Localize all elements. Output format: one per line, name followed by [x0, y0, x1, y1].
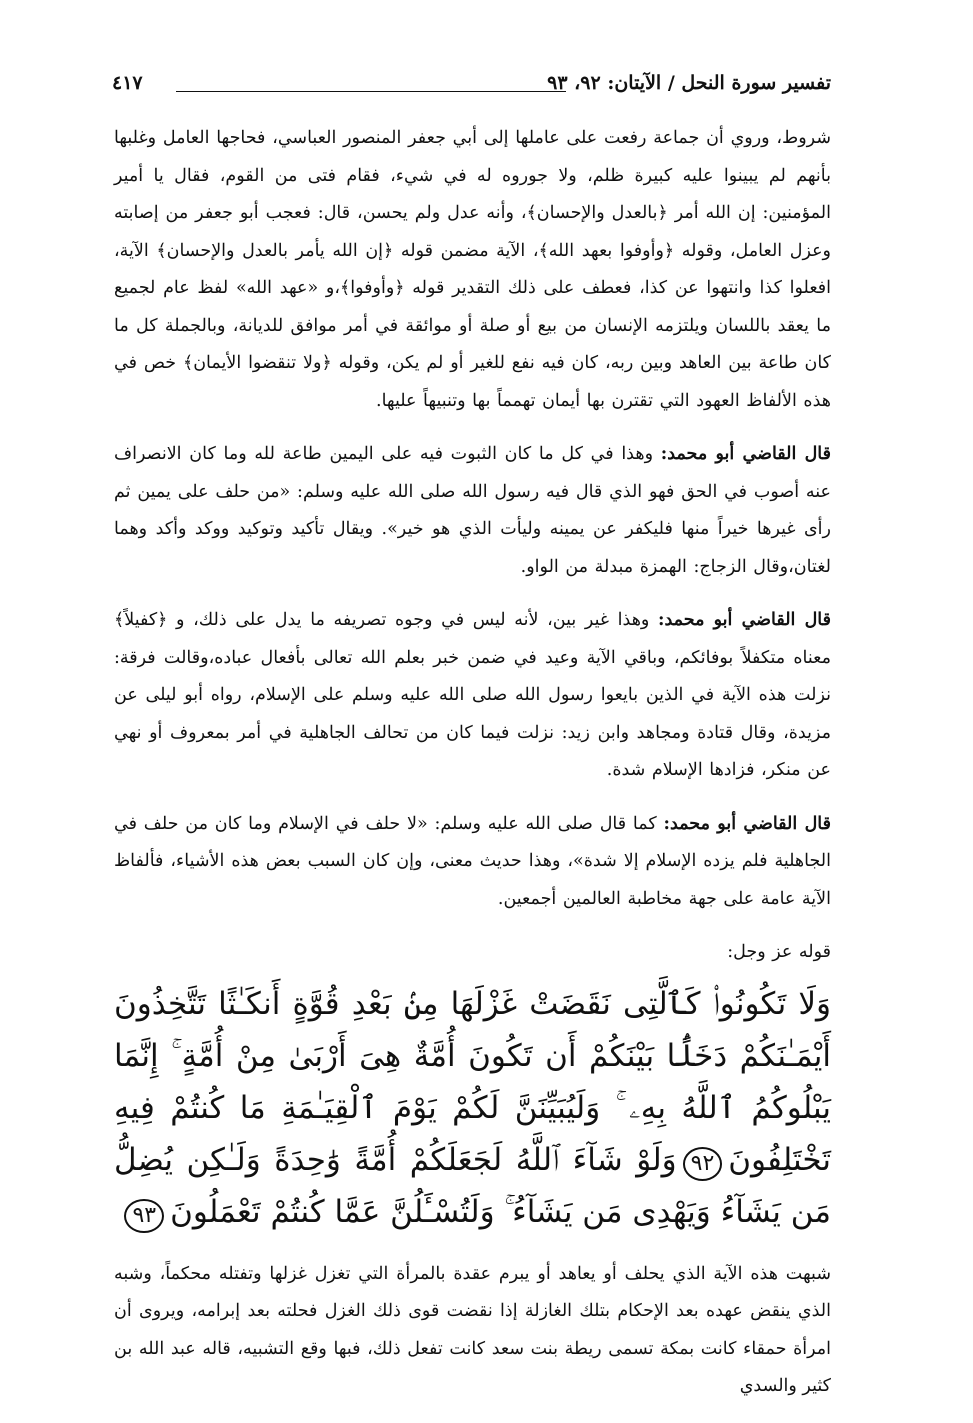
paragraph-4-text: كما قال صلى الله عليه وسلم: «لا حلف في الإسلام وما كان من حلف في الجاهلية فلم يزده الإسلام إلا شدة»، وهذا حديث معنى، وإن كان السبب بعض هذه الأشياء، فألفاظ الآية عامة على جهة مخاطبة العالمين أجمعين.	[114, 813, 831, 909]
paragraph-4-lead: قال القاضي أبو محمد:	[663, 813, 831, 834]
running-header	[112, 70, 831, 104]
quran-verse-block	[114, 978, 831, 1238]
paragraph-2-text: وهذا في كل ما كان الثبوت فيه على اليمين طاعة لله وما كان الانصراف عنه أصوب في الحق فهو الذي قال فيه رسول الله صلى الله عليه وسلم: «من حلف على يمين ثم رأى غيرها خيراً منها فليكفر عن يمينه وليأت الذي هو خير». ويقال تأكيد وتوكيد ووكد وأكد وهما لغتان،وقال الزجاج: الهمزة مبدلة من الواو.	[114, 444, 831, 577]
paragraph-3-lead: قال القاضي أبو محمد:	[658, 610, 831, 630]
paragraph-3-text: وهذا غير بين، لأنه ليس في وجوه تصريفه ما يدل على ذلك، و ﴿كفيلاً﴾ معناه متكفلاً بوفائكم، وباقي الآية وعيد في ضمن خبر بعلم الله تعالى بأفعال عباده،وقالت فرقة: نزلت هذه الآية في الذين بايعوا رسول الله صلى الله عليه وسلم على الإسلام، رواه أبو ليلى عن مزيدة، وقال قتادة ومجاهد وابن زيد: نزلت فيما كان من تحالف الجاهلية في أمر بمعروف أو نهي عن منكر، فزادها الإسلام شدة.	[114, 610, 831, 780]
header-title: تفسير سورة النحل / الآيتان: ٩٢، ٩٣	[547, 72, 831, 94]
paragraph-2	[114, 436, 831, 586]
verse-93-text: وَلَوْ شَآءَ ٱللَّهُ لَجَعَلَكُمْ أُمَّةً وَٰحِدَةً وَلَـٰكِن يُضِلُّ مَن يَشَآءُ وَيَهْدِى مَن يَشَآءُ ۚ وَلَتُسْـَٔلُنَّ عَمَّا كُنتُمْ تَعْمَلُونَ	[114, 1141, 831, 1230]
paragraph-1: شروط، وروي أن جماعة رفعت على عاملها إلى أبي جعفر المنصور العباسي، فحاجها العامل وغلبها بأنهم لم يبينوا عليه كبيرة ظلم، ولا جوروه له في شيء، فقام فتى من القوم، فقال يا أمير المؤمنين: إن الله أمر ﴿بالعدل والإحسان﴾، وأنه عدل ولم يحسن، قال: فعجب أبو جعفر من إصابته وعزل العامل، وقوله ﴿وأوفوا بعهد الله﴾، الآية مضمن قوله ﴿إن الله يأمر بالعدل والإحسان﴾ الآية، افعلوا كذا وانتهوا عن كذا، فعطف على ذلك التقدير قوله ﴿وأوفوا﴾،و «عهد الله» لفظ عام لجميع ما يعقد باللسان ويلتزمه الإنسان من بيع أو صلة أو موائقة في أمر موافق للديانة، وبالجملة كل ما كان طاعة بين العاهد وبين ربه، كان فيه نفع للغير أو لم يكن، وقوله ﴿ولا تنقضوا الأيمان﴾ خص في هذه الألفاظ العهود التي تقترن بها أيمان تهمماً بها وتنبيهاً عليها.	[114, 128, 831, 411]
header-rule	[176, 91, 566, 92]
paragraph-5: شبهت هذه الآية الذي يحلف أو يعاهد أو يبرم عقدة بالمرأة التي تغزل غزلها وتفتله محكماً، وشبه الذي ينقض عهده بعد الإحكام بتلك الغازلة إذا نقضت قوى ذلك الغزل فحلته بعد إبرامه، ويروى أن امرأة حمقاء كانت بمكة تسمى ريطة بنت سعد كانت تفعل ذلك، فبها وقع التشبيه، قاله عبد الله بن كثير والسدي	[114, 1263, 831, 1396]
page-number: ٤١٧	[112, 72, 143, 94]
paragraph-2-lead: قال القاضي أبو محمد:	[660, 444, 831, 464]
verse-92-text: وَلَا تَكُونُوا۟ كَٱلَّتِى نَقَضَتْ غَزْلَهَا مِنۢ بَعْدِ قُوَّةٍ أَنكَـٰثًا تَتَّخِذُونَ أَيْمَـٰنَكُمْ دَخَلًۢا بَيْنَكُمْ أَن تَكُونَ أُمَّةٌ هِىَ أَرْبَىٰ مِنْ أُمَّةٍ ۚ إِنَّمَا يَبْلُوكُمُ ٱللَّهُ بِهِۦ ۚ وَلَيُبَيِّنَنَّ لَكُمْ يَوْمَ ٱلْقِيَـٰمَةِ مَا كُنتُمْ فِيهِ تَخْتَلِفُونَ	[114, 985, 831, 1178]
page-body	[114, 120, 831, 1423]
ayah-number-93: ٩٣	[124, 1199, 164, 1233]
paragraph-3	[114, 602, 831, 790]
verse-intro: قوله عز وجل:	[727, 942, 831, 962]
paragraph-4	[114, 806, 831, 919]
ayah-number-92: ٩٢	[683, 1147, 723, 1181]
